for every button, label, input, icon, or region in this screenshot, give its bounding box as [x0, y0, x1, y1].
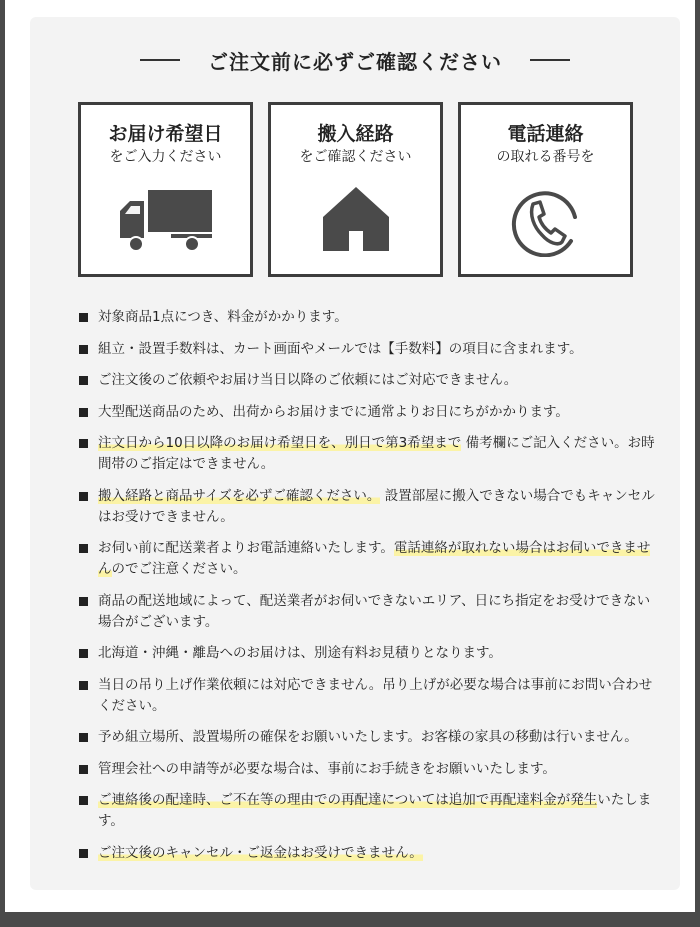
note-text: 対象商品1点につき、料金がかかります。: [98, 309, 348, 325]
card-title: 電話連絡: [507, 123, 584, 145]
note-item: [78, 759, 658, 780]
note-item: [78, 433, 658, 475]
note-item: [78, 643, 658, 664]
note-item: [78, 538, 658, 580]
bullet-square-icon: [79, 376, 88, 385]
note-text: 備考欄にご記入ください。お時間帯のご指定はできません。: [98, 435, 655, 472]
card-delivery-date: [78, 102, 253, 277]
bullet-square-icon: [79, 733, 88, 742]
note-text: 組立・設置手数料は、カート画面やメールでは【手数料】の項目に含まれます。: [98, 340, 583, 357]
note-item: [78, 402, 658, 423]
bullet-square-icon: [79, 649, 88, 658]
note-text: 予め組立場所、設置場所の確保をお願いいたします。お客様の家具の移動は行いません。: [98, 729, 638, 745]
notes-list: [78, 307, 658, 874]
bullet-square-icon: [79, 597, 88, 606]
note-item: [78, 486, 658, 528]
note-item: [78, 339, 658, 360]
truck-icon: [81, 187, 250, 257]
note-text: 商品の配送地域によって、配送業者がお伺いできないエリア、日にち指定をお受けできない場合がございます。: [98, 592, 651, 630]
note-text: 大型配送商品のため、出荷からお届けまでに通常よりお日にちがかかります。: [98, 403, 569, 420]
bullet-square-icon: [79, 796, 88, 805]
phone-icon: [461, 187, 630, 257]
bullet-square-icon: [79, 408, 88, 417]
note-text: 管理会社への申請等が必要な場合は、事前にお手続きをお願いいたします。: [98, 760, 556, 777]
heading-rule-left: [140, 59, 180, 61]
note-text: 設置部屋に搬入できない場合でもキャンセルはお受けできません。: [98, 487, 655, 525]
note-item: [78, 370, 658, 391]
card-subtitle: をご入力ください: [109, 149, 222, 165]
highlighted-text: 電話連絡が取れない場合はお伺いできません: [98, 540, 651, 577]
bullet-square-icon: [79, 681, 88, 690]
highlighted-text: 注文日から10日以降のお届け希望日を、別日で第3希望まで: [98, 435, 462, 451]
note-item: [78, 675, 658, 717]
note-item: [78, 307, 658, 328]
bullet-square-icon: [79, 439, 88, 448]
bullet-square-icon: [79, 849, 88, 858]
bullet-square-icon: [79, 492, 88, 501]
info-cards: [78, 102, 633, 277]
highlighted-text: 搬入経路と商品サイズを必ずご確認ください。: [98, 487, 381, 504]
bullet-square-icon: [79, 765, 88, 774]
card-subtitle: をご確認ください: [299, 149, 412, 165]
card-title: 搬入経路: [317, 123, 394, 145]
note-text: いたします。: [98, 792, 652, 829]
highlighted-text: ご連絡後の配達時、ご不在等の理由での再配達については追加で再配達料金が発生: [98, 792, 598, 808]
note-text: 当日の吊り上げ作業依頼には対応できません。吊り上げが必要な場合は事前にお問い合わせください。: [98, 676, 653, 714]
card-title: お届け希望日: [108, 123, 223, 145]
card-subtitle: の取れる番号を: [496, 149, 595, 165]
bullet-square-icon: [79, 544, 88, 553]
card-delivery-route: [268, 102, 443, 277]
heading-rule-right: [530, 59, 570, 61]
note-item: [78, 790, 658, 832]
note-text: ご注文後のご依頼やお届け当日以降のご依頼にはご対応できません。: [98, 372, 518, 388]
notice-panel: [30, 17, 680, 890]
card-phone-contact: [458, 102, 633, 277]
heading-row: [30, 45, 680, 75]
house-icon: [271, 187, 440, 257]
highlighted-text: ご注文後のキャンセル・ご返金はお受けできません。: [98, 844, 423, 861]
bullet-square-icon: [79, 345, 88, 354]
page-title: ご注文前に必ずご確認ください: [208, 49, 502, 74]
note-item: [78, 591, 658, 633]
bullet-square-icon: [79, 313, 88, 322]
note-item: [78, 727, 658, 748]
note-text: お伺い前に配送業者よりお電話連絡いたします。: [98, 540, 394, 556]
note-text: 北海道・沖縄・離島へのお届けは、別途有料お見積りとなります。: [98, 645, 502, 661]
note-text: のでご注意ください。: [111, 561, 247, 577]
note-item: [78, 843, 658, 864]
